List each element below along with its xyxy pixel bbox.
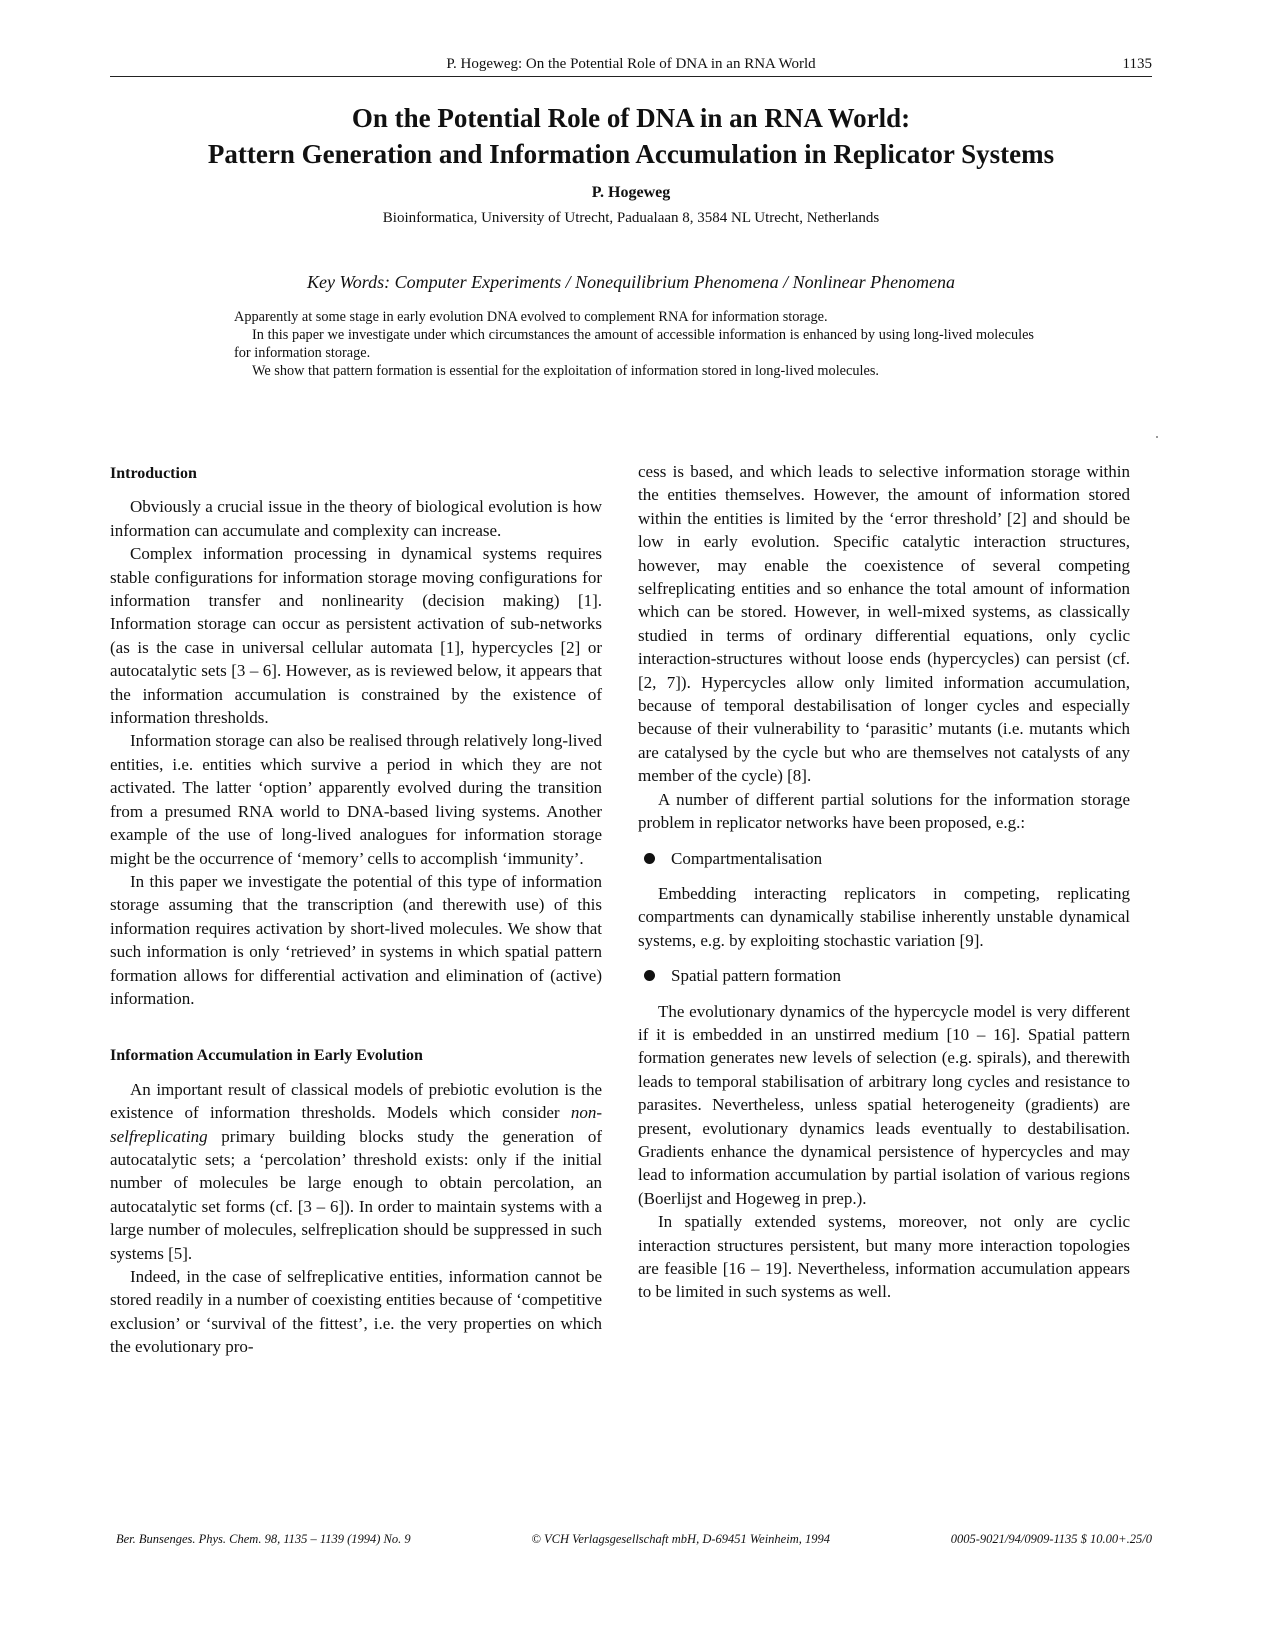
bullet-icon <box>644 853 655 864</box>
abstract-paragraph: We show that pattern formation is essential for the exploitation of information stored in long-lived molecules. <box>252 363 879 379</box>
footer-publisher: © VCH Verlagsgesellschaft mbH, D-69451 Weinheim, 1994 <box>531 1532 830 1546</box>
bullet-item <box>638 964 1130 987</box>
body-paragraph: cess is based, and which leads to selective information storage within the entities themselves. However, the amount of information stored within the entities is limited by the ‘error threshold’ [2] and should be low in early evolution. Specific catalytic interaction structures, however, may enable the coexistence of several competing selfreplicating entities and so enhance the total amount of information which can be stored. However, in well-mixed systems, as classically studied in terms of ordinary differential equations, only cyclic interaction-structures without loose ends (hypercycles) can persist (cf. [2, 7]). Hypercycles allow only limited information accumulation, because of temporal destabilisation of longer cycles and especially because of their vulnerability to ‘parasitic’ mutants (i.e. mutants which are catalysed by the cycle but who are themselves not catalysts of any member of the cycle) [8]. <box>638 462 1130 786</box>
bullet-icon <box>644 970 655 981</box>
title-line-1: On the Potential Role of DNA in an RNA World: <box>351 103 911 133</box>
body-paragraph: Information storage can also be realised through relatively long-lived entities, i.e. entities which survive a period in which they are not activated. The latter ‘option’ apparently evolved during the transition from a presumed RNA world to DNA-based living systems. Another example of the use of long-lived analogues for information storage might be the occurrence of ‘memory’ cells to accomplish ‘immunity’. <box>110 731 602 868</box>
author: P. Hogeweg <box>591 184 671 201</box>
bullet-label: Spatial pattern formation <box>671 966 841 986</box>
body-paragraph: A number of different partial solutions for the information storage problem in replicator networks have been proposed, e.g.: <box>638 789 1130 833</box>
title-line-2: Pattern Generation and Information Accumulation in Replicator Systems <box>207 139 1055 169</box>
body-paragraph: Indeed, in the case of selfreplicative entities, information cannot be stored readily in a number of coexisting entities because of ‘competitive exclusion’ or ‘survival of the fittest’, i.e. the very properties on which the evolutionary pro- <box>110 1267 602 1357</box>
footer <box>116 1532 1152 1547</box>
running-head <box>110 52 1152 77</box>
body-paragraph: In this paper we investigate the potential of this type of information storage assuming that the transcription (and therewith use) of this information requires activation by short-lived molecules. We show that such information is only ‘retrieved’ in systems in which spatial pattern formation allows for differential activation and elimination of (active) information. <box>110 871 602 1008</box>
emphasis-text: non-selfreplicating <box>110 1103 602 1146</box>
body-paragraph: The evolutionary dynamics of the hypercycle model is very different if it is embedded in an unstirred medium [10 – 16]. Spatial pattern formation generates new levels of selection (e.g. spirals), and therewith leads to temporal stabilisation of arbitrary long cycles and resistance to parasites. Nevertheless, unless spatial heterogeneity (gradients) are present, evolutionary dynamics leads eventually to destabilisation. Gradients enhance the dynamical persistence of hypercycles and may lead to information accumulation by partial isolation of various regions (Boerlijst and Hogeweg in prep.). <box>638 1001 1130 1208</box>
footer-citation: Ber. Bunsenges. Phys. Chem. 98, 1135 – 1139 (1994) No. 9 <box>116 1532 411 1546</box>
abstract-paragraph: Apparently at some stage in early evolution DNA evolved to complement RNA for information storage. <box>234 309 828 325</box>
abstract <box>234 308 1034 380</box>
section-heading-introduction: Introduction <box>110 465 197 482</box>
body-paragraph: Embedding interacting replicators in competing, replicating compartments can dynamically stabilise inherently unstable dynamical systems, e.g. by exploiting stochastic variation [9]. <box>638 883 1130 950</box>
keywords: Key Words: Computer Experiments / Nonequilibrium Phenomena / Nonlinear Phenomena <box>306 272 956 292</box>
body-paragraph: In spatially extended systems, moreover, not only are cyclic interaction structures persistent, but many more interaction topologies are feasible [16 – 19]. Nevertheless, information accumulation appears to be limited in such systems as well. <box>638 1212 1130 1302</box>
title-block <box>110 100 1152 227</box>
paper-title <box>110 100 1152 172</box>
abstract-paragraph: In this paper we investigate under which circumstances the amount of accessible information is enhanced by using long-lived molecules for information storage. <box>234 327 1034 361</box>
text-run: primary building blocks study the generation of autocatalytic sets; a ‘percolation’ threshold exists: only if the initial number of molecules be large enough to obtain percolation, an autocatalytic set forms (cf. [3 – 6]). In order to maintain systems with a large number of molecules, selfreplication should be suppressed in such systems [5]. <box>110 1126 602 1263</box>
page-number: 1135 <box>1122 56 1152 72</box>
body-paragraph: Complex information processing in dynamical systems requires stable configurations for information storage moving configurations for information transfer and nonlinearity (decision making) [1]. Information storage can occur as persistent activation of sub-networks (as is the case in universal cellular automata [1], hypercycles [2] or autocatalytic sets [3 – 6]. However, as is reviewed below, it appears that the information accumulation is constrained by the existence of information thresholds. <box>110 544 602 728</box>
body-paragraph: Obviously a crucial issue in the theory of biological evolution is how information can accumulate and complexity can increase. <box>110 497 602 540</box>
bullet-label: Compartmentalisation <box>671 848 823 868</box>
section-heading-information-accumulation: Information Accumulation in Early Evolution <box>110 1047 423 1065</box>
text-run: An important result of classical models of prebiotic evolution is the existence of information thresholds. Models which consider <box>110 1079 602 1123</box>
left-column <box>110 462 602 1359</box>
running-head-title: P. Hogeweg: On the Potential Role of DNA in an RNA World <box>446 56 816 72</box>
footer-code: 0005-9021/94/0909-1135 $ 10.00+.25/0 <box>950 1532 1152 1546</box>
bullet-item <box>638 847 1130 870</box>
affiliation: Bioinformatica, University of Utrecht, Padualaan 8, 3584 NL Utrecht, Netherlands <box>382 210 880 226</box>
body-paragraph <box>110 1078 602 1265</box>
right-column <box>638 460 1130 1304</box>
scan-speck <box>1156 436 1158 438</box>
